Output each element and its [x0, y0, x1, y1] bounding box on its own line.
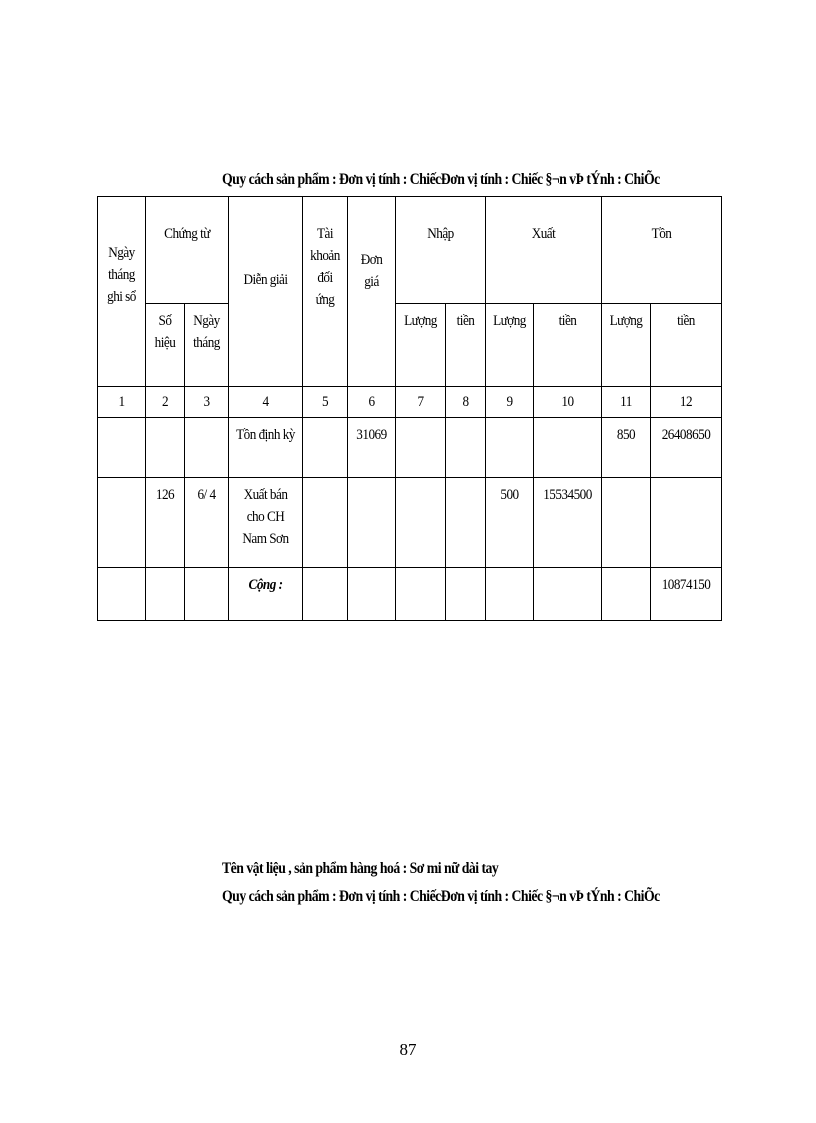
column-number: 5	[303, 387, 348, 418]
table-cell	[602, 568, 651, 621]
column-number-row	[98, 387, 722, 418]
column-number: 4	[229, 387, 303, 418]
column-number: 2	[146, 387, 185, 418]
header-voucher: Chứng từ	[146, 197, 229, 304]
table-cell	[651, 478, 722, 568]
table-cell	[534, 418, 602, 478]
column-number: 1	[98, 387, 146, 418]
header-qty-import: Lượng	[396, 304, 446, 387]
product-spec-line-bottom: Quy cách sản phẩm : Đơn vị tính : ChiếcĐơn vị tính : Chiếc §¬n vÞ tÝnh : ChiÕc	[222, 888, 660, 905]
table-cell	[303, 478, 348, 568]
table-cell	[146, 568, 185, 621]
table-cell: Xuất bán cho CH Nam Sơn	[229, 478, 303, 568]
header-amount-import: tiền	[446, 304, 486, 387]
table-cell	[534, 568, 602, 621]
table-cell: 850	[602, 418, 651, 478]
table-cell: 126	[146, 478, 185, 568]
total-label: Cộng :	[229, 568, 303, 621]
table-cell	[185, 418, 229, 478]
table-cell	[348, 478, 396, 568]
header-qty-export: Lượng	[486, 304, 534, 387]
table-cell	[303, 568, 348, 621]
table-cell	[446, 418, 486, 478]
table-cell	[98, 418, 146, 478]
column-number: 8	[446, 387, 486, 418]
table-cell: 15534500	[534, 478, 602, 568]
header-account: Tài khoản đối ứng	[303, 197, 348, 387]
table-row	[98, 418, 722, 478]
header-amount-stock: tiền	[651, 304, 722, 387]
table-cell	[396, 568, 446, 621]
header-row-main	[98, 197, 722, 304]
header-voucher-date: Ngày tháng	[185, 304, 229, 387]
total-stock-amount: 10874150	[651, 568, 722, 621]
column-number: 12	[651, 387, 722, 418]
table-cell	[486, 418, 534, 478]
header-stock: Tồn	[602, 197, 722, 304]
total-row	[98, 568, 722, 621]
header-description: Diễn giải	[229, 197, 303, 387]
table-cell	[446, 478, 486, 568]
header-voucher-no: Số hiệu	[146, 304, 185, 387]
column-number: 9	[486, 387, 534, 418]
inventory-ledger-table	[97, 196, 722, 621]
table-cell: 500	[486, 478, 534, 568]
product-spec-line: Quy cách sản phẩm : Đơn vị tính : ChiếcĐơn vị tính : Chiếc §¬n vÞ tÝnh : ChiÕc	[222, 171, 660, 188]
header-date: Ngày tháng ghi sổ	[98, 197, 146, 387]
table-cell: 31069	[348, 418, 396, 478]
table-cell	[602, 478, 651, 568]
table-cell	[185, 568, 229, 621]
table-cell	[146, 418, 185, 478]
header-amount-export: tiền	[534, 304, 602, 387]
table-cell	[486, 568, 534, 621]
column-number: 3	[185, 387, 229, 418]
column-number: 10	[534, 387, 602, 418]
table-cell	[396, 418, 446, 478]
table-row	[98, 478, 722, 568]
header-row-sub	[98, 304, 722, 387]
column-number: 6	[348, 387, 396, 418]
header-export: Xuất	[486, 197, 602, 304]
column-number: 11	[602, 387, 651, 418]
table-cell: 26408650	[651, 418, 722, 478]
header-import: Nhập	[396, 197, 486, 304]
table-cell	[98, 478, 146, 568]
page-number: 87	[399, 1040, 417, 1059]
column-number: 7	[396, 387, 446, 418]
table-cell	[446, 568, 486, 621]
table-cell	[98, 568, 146, 621]
table-cell	[396, 478, 446, 568]
header-unit-price: Đơn giá	[348, 197, 396, 387]
table-cell: 6/ 4	[185, 478, 229, 568]
table-cell	[303, 418, 348, 478]
header-qty-stock: Lượng	[602, 304, 651, 387]
table-cell: Tồn định kỳ	[229, 418, 303, 478]
table-cell	[348, 568, 396, 621]
material-name-line: Tên vật liệu , sản phẩm hàng hoá : Sơ mi nữ dài tay	[222, 860, 499, 877]
